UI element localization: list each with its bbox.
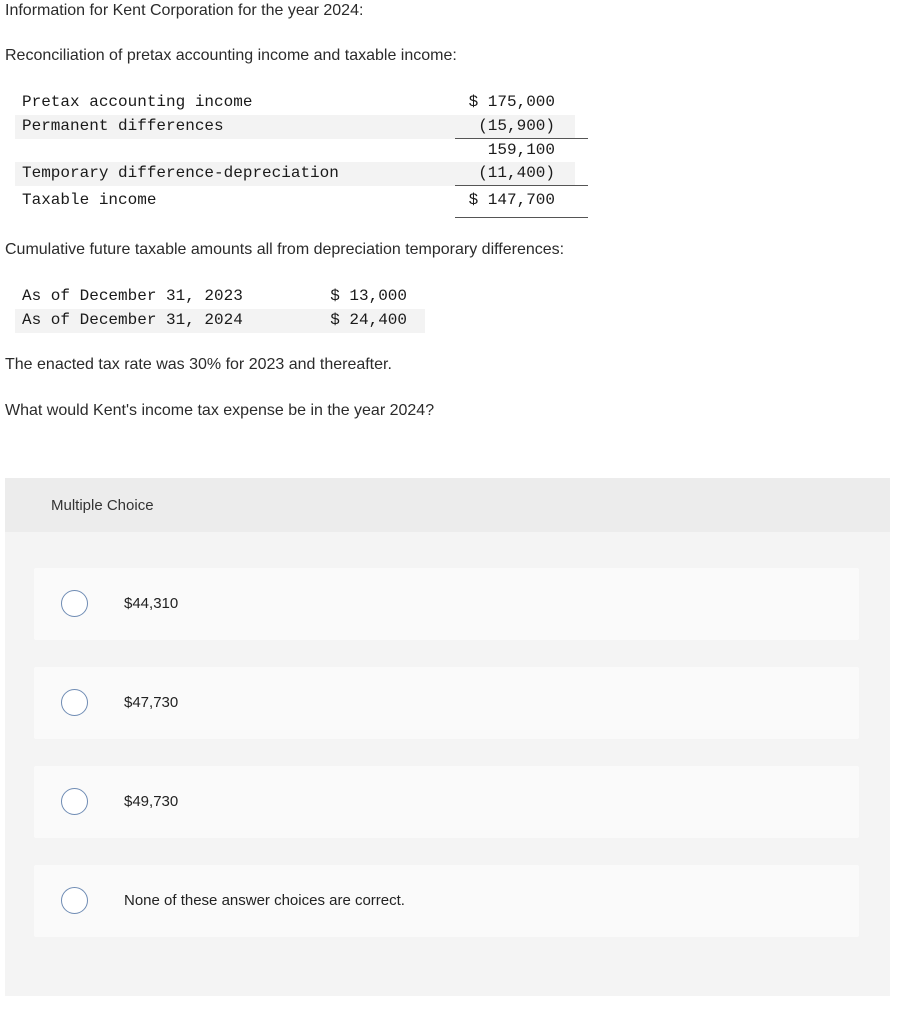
row-label: Permanent differences <box>22 117 224 135</box>
answer-label: None of these answer choices are correct. <box>124 892 405 909</box>
row-amount: $ 175,000 <box>468 93 555 111</box>
table-row <box>15 139 575 163</box>
question-text: What would Kent's income tax expense be in the year 2024? <box>5 402 435 419</box>
reconciliation-heading: Reconciliation of pretax accounting income and taxable income: <box>5 47 457 64</box>
row-amount: (15,900) <box>478 117 555 135</box>
row-amount: (11,400) <box>478 164 555 182</box>
underline-divider <box>455 185 588 186</box>
row-label: Taxable income <box>22 191 157 209</box>
row-label: As of December 31, 2023 <box>22 287 243 305</box>
multiple-choice-title: Multiple Choice <box>51 497 154 514</box>
row-label: Pretax accounting income <box>22 93 253 111</box>
double-underline-top <box>455 217 588 218</box>
answer-option-2[interactable] <box>34 667 859 739</box>
table-row <box>15 309 425 333</box>
radio-button[interactable] <box>61 788 88 815</box>
row-amount: $ 24,400 <box>330 311 407 329</box>
row-label: Temporary difference-depreciation <box>22 164 339 182</box>
answer-option-3[interactable] <box>34 766 859 838</box>
radio-button[interactable] <box>61 590 88 617</box>
answer-label: $47,730 <box>124 694 179 711</box>
answer-label: $44,310 <box>124 595 179 612</box>
row-amount: $ 147,700 <box>468 191 555 209</box>
radio-button[interactable] <box>61 689 88 716</box>
row-amount: 159,100 <box>487 141 555 159</box>
intro-text: Information for Kent Corporation for the year 2024: <box>5 2 364 19</box>
table-row <box>15 91 575 115</box>
multiple-choice-header <box>5 478 890 532</box>
row-label: As of December 31, 2024 <box>22 311 243 329</box>
answer-option-4[interactable] <box>34 865 859 937</box>
table-row <box>15 162 575 186</box>
radio-button[interactable] <box>61 887 88 914</box>
table-row <box>15 285 425 309</box>
answer-label: $49,730 <box>124 793 179 810</box>
table-row <box>15 189 575 213</box>
answer-option-1[interactable] <box>34 568 859 640</box>
multiple-choice-panel <box>5 478 890 996</box>
cumulative-heading: Cumulative future taxable amounts all from depreciation temporary differences: <box>5 241 565 258</box>
row-amount: $ 13,000 <box>330 287 407 305</box>
table-row <box>15 115 575 139</box>
tax-rate-text: The enacted tax rate was 30% for 2023 and thereafter. <box>5 356 392 373</box>
